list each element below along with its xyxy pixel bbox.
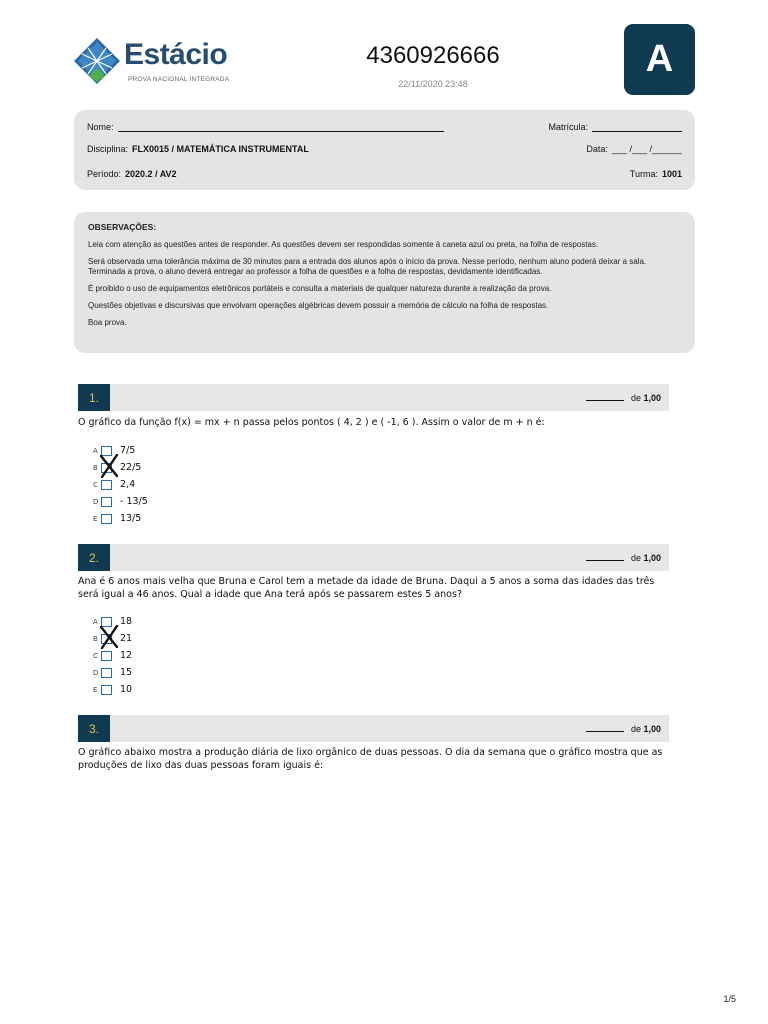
option-c[interactable] — [93, 647, 132, 664]
brand-name: Estácio — [124, 38, 228, 71]
score-field[interactable] — [586, 552, 624, 561]
option-checkbox[interactable] — [101, 480, 112, 490]
exam-version-badge: A — [624, 24, 695, 95]
option-b[interactable] — [93, 459, 148, 476]
exam-datetime: 22/11/2020 23:48 — [398, 79, 468, 89]
option-letter: A — [93, 446, 98, 455]
question-2-options — [93, 613, 132, 698]
marked-x-icon — [99, 454, 119, 478]
observation-paragraph: É proibido o uso de equipamentos eletrônicos portáteis e consulta a materiais de qualquer natureza durante a realização da prova. — [88, 284, 552, 293]
question-2-text: Ana é 6 anos mais velha que Bruna e Carol tem a metade da idade de Bruna. Daqui a 5 anos a soma das idades das três será igual a 46 anos. Qual a idade que Ana terá após se passarem estes 5 anos? — [78, 576, 655, 600]
student-info-box — [74, 110, 695, 190]
option-letter: D — [93, 668, 99, 677]
question-3-text: O gráfico abaixo mostra a produção diária de lixo orgânico de duas pessoas. O dia da semana que o gráfico mostra que as produções de lixo das duas pessoas foram iguais é: — [78, 747, 663, 771]
option-d[interactable] — [93, 664, 132, 681]
score-label: de — [630, 553, 641, 563]
question-score — [586, 723, 661, 734]
matricula-label: Matrícula: — [548, 122, 588, 132]
info-row-name — [87, 120, 682, 134]
name-label: Nome: — [87, 122, 114, 132]
option-text: 21 — [120, 633, 133, 644]
observations-title: OBSERVAÇÕES: — [88, 222, 157, 232]
date-field[interactable]: ___ /___ /______ — [611, 144, 682, 154]
option-text: - 13/5 — [120, 496, 148, 507]
name-field[interactable] — [118, 123, 444, 132]
option-letter: E — [93, 685, 98, 694]
period-label: Período: — [87, 169, 122, 179]
option-text: 13/5 — [120, 513, 142, 524]
score-field[interactable] — [586, 392, 624, 401]
question-1-text: O gráfico da função f(x) = mx + n passa pelos pontos ( 4, 2 ) e ( -1, 6 ). Assim o valor de m + n é: — [78, 417, 545, 428]
question-2-header — [78, 544, 669, 571]
estacio-logo-icon — [74, 38, 120, 84]
discipline-label: Disciplina: — [87, 144, 129, 154]
option-e[interactable] — [93, 681, 132, 698]
option-d[interactable] — [93, 493, 148, 510]
score-value: 1,00 — [643, 724, 661, 734]
option-letter: E — [93, 514, 98, 523]
marked-x-icon — [99, 625, 119, 649]
question-number: 3. — [78, 715, 110, 742]
matricula-field[interactable] — [592, 123, 682, 132]
score-value: 1,00 — [643, 553, 661, 563]
score-label: de — [630, 724, 641, 734]
option-e[interactable] — [93, 510, 148, 527]
observation-paragraph: Será observada uma tolerância máxima de 30 minutos para a entrada dos alunos após o início da prova. Nesse período, nenhum aluno poderá deixar a sala. Terminada a prova, o aluno deverá entregar ao professor a folha de questões e a folha de respostas, devidamente identificadas. — [88, 257, 647, 276]
option-b[interactable] — [93, 630, 132, 647]
class-label: Turma: — [629, 169, 658, 179]
option-checkbox[interactable] — [101, 514, 112, 524]
question-1-header — [78, 384, 669, 411]
score-field[interactable] — [586, 723, 624, 732]
option-text: 22/5 — [120, 462, 142, 473]
option-checkbox[interactable] — [101, 497, 112, 507]
info-row-period — [87, 167, 682, 181]
option-text: 7/5 — [120, 445, 136, 456]
page-number: 1/5 — [723, 994, 736, 1004]
class-value: 1001 — [661, 169, 682, 179]
option-c[interactable] — [93, 476, 148, 493]
score-value: 1,00 — [643, 393, 661, 403]
option-text: 10 — [120, 684, 133, 695]
brand-subtitle: PROVA NACIONAL INTEGRADA — [128, 76, 230, 83]
option-text: 12 — [120, 650, 133, 661]
observations-box — [74, 212, 695, 353]
option-text: 18 — [120, 616, 133, 627]
option-letter: C — [93, 480, 98, 489]
question-number: 1. — [78, 384, 110, 411]
period-value: 2020.2 / AV2 — [125, 169, 177, 179]
observation-paragraph: Boa prova. — [88, 318, 127, 327]
option-checkbox[interactable] — [101, 685, 112, 695]
option-letter: A — [93, 617, 98, 626]
question-1-options — [93, 442, 148, 527]
option-letter: C — [93, 651, 98, 660]
option-text: 2,4 — [120, 479, 136, 490]
option-letter: B — [93, 463, 98, 472]
date-label: Data: — [586, 144, 608, 154]
question-score — [586, 392, 661, 403]
discipline-value: FLX0015 / MATEMÁTICA INSTRUMENTAL — [132, 144, 309, 154]
score-label: de — [630, 393, 641, 403]
option-letter: D — [93, 497, 99, 506]
question-number: 2. — [78, 544, 110, 571]
question-score — [586, 552, 661, 563]
option-checkbox[interactable] — [101, 668, 112, 678]
info-row-discipline — [87, 142, 682, 156]
exam-code: 4360926666 — [366, 42, 500, 69]
estacio-logo — [74, 36, 244, 88]
question-3-header — [78, 715, 669, 742]
observation-paragraph: Questões objetivas e discursivas que envolvam operações algébricas devem possuir a memória de cálculo na folha de respostas. — [88, 301, 549, 310]
option-checkbox[interactable] — [101, 651, 112, 661]
option-letter: B — [93, 634, 98, 643]
observation-paragraph: Leia com atenção as questões antes de responder. As questões devem ser respondidas somente à caneta azul ou preta, na folha de respostas. — [88, 240, 599, 249]
option-text: 15 — [120, 667, 133, 678]
